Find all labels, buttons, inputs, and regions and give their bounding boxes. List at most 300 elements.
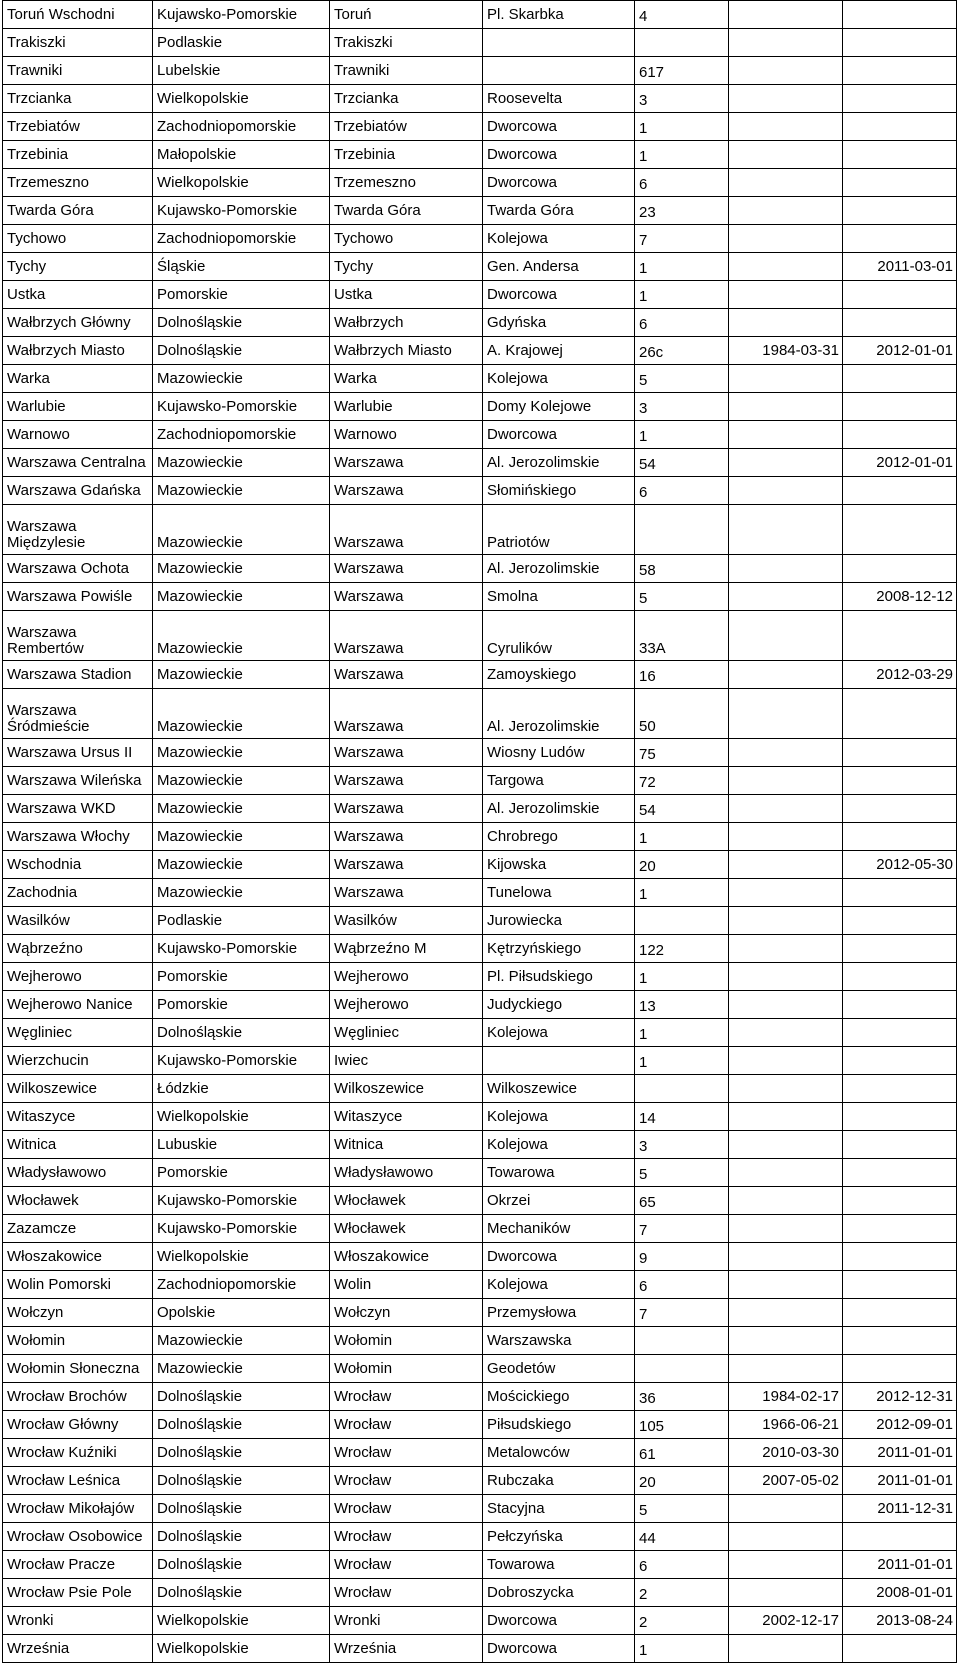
date-from-cell [729,1019,843,1047]
number-cell: 7 [635,225,729,253]
date-to-cell [843,767,957,795]
street-cell: Dworcowa [483,1243,635,1271]
city-cell: Wrocław [330,1383,483,1411]
table-row [3,29,957,57]
date-to-cell [843,1327,957,1355]
street-cell: Gen. Andersa [483,253,635,281]
date-to-cell [843,1159,957,1187]
table-row [3,1131,957,1159]
station-name-cell: Wejherowo [3,963,153,991]
table-row [3,449,957,477]
station-name-cell: Wrocław Psie Pole [3,1579,153,1607]
number-cell: 4 [635,1,729,29]
station-name-cell: Warszawa Stadion [3,661,153,689]
station-table-body [3,1,957,1663]
city-cell: Wałbrzych Miasto [330,337,483,365]
city-cell: Września [330,1635,483,1663]
station-name-cell: Trzcianka [3,85,153,113]
number-cell: 44 [635,1523,729,1551]
station-name-cell: Wierzchucin [3,1047,153,1075]
station-name-cell: Wolin Pomorski [3,1271,153,1299]
city-cell: Trawniki [330,57,483,85]
date-from-cell [729,823,843,851]
station-name-cell: Trawniki [3,57,153,85]
date-from-cell [729,1495,843,1523]
voivodeship-cell: Dolnośląskie [153,1523,330,1551]
street-cell: Rubczaka [483,1467,635,1495]
city-cell: Włocławek [330,1187,483,1215]
city-cell: Warnowo [330,421,483,449]
city-cell: Wronki [330,1607,483,1635]
date-from-cell [729,1327,843,1355]
date-to-cell [843,365,957,393]
date-from-cell [729,449,843,477]
date-to-cell: 2011-03-01 [843,253,957,281]
voivodeship-cell: Dolnośląskie [153,1467,330,1495]
date-to-cell [843,113,957,141]
voivodeship-cell: Mazowieckie [153,1327,330,1355]
table-row [3,1495,957,1523]
date-to-cell [843,823,957,851]
city-cell: Warszawa [330,689,483,739]
date-to-cell [843,1243,957,1271]
date-to-cell: 2012-01-01 [843,449,957,477]
date-to-cell [843,689,957,739]
station-name-cell: Warka [3,365,153,393]
station-name-cell: Wałbrzych Miasto [3,337,153,365]
city-cell: Wałbrzych [330,309,483,337]
street-cell: Kolejowa [483,1271,635,1299]
table-row [3,393,957,421]
date-to-cell: 2011-01-01 [843,1467,957,1495]
station-name-cell: Trzemeszno [3,169,153,197]
number-cell: 1 [635,421,729,449]
date-from-cell: 1984-03-31 [729,337,843,365]
date-to-cell: 2012-01-01 [843,337,957,365]
table-row [3,767,957,795]
station-table-sheet [2,0,957,1663]
table-row [3,879,957,907]
number-cell [635,505,729,555]
number-cell: 1 [635,823,729,851]
number-cell: 2 [635,1607,729,1635]
street-cell: Mościckiego [483,1383,635,1411]
date-from-cell [729,57,843,85]
city-cell: Wrocław [330,1467,483,1495]
city-cell: Warszawa [330,583,483,611]
number-cell: 23 [635,197,729,225]
voivodeship-cell: Kujawsko-Pomorskie [153,393,330,421]
date-from-cell [729,225,843,253]
table-row [3,1187,957,1215]
voivodeship-cell: Wielkopolskie [153,1103,330,1131]
station-name-cell: Warnowo [3,421,153,449]
date-to-cell [843,141,957,169]
city-cell: Wołczyn [330,1299,483,1327]
city-cell: Witnica [330,1131,483,1159]
date-to-cell [843,1635,957,1663]
city-cell: Warszawa [330,555,483,583]
number-cell: 105 [635,1411,729,1439]
date-to-cell [843,85,957,113]
city-cell: Warszawa [330,851,483,879]
street-cell: Kolejowa [483,1103,635,1131]
station-name-cell: Warszawa Śródmieście [3,689,153,739]
number-cell: 1 [635,963,729,991]
voivodeship-cell: Mazowieckie [153,739,330,767]
city-cell: Wejherowo [330,963,483,991]
number-cell: 16 [635,661,729,689]
voivodeship-cell: Pomorskie [153,963,330,991]
table-row [3,225,957,253]
date-to-cell [843,225,957,253]
city-cell: Warszawa [330,477,483,505]
voivodeship-cell: Podlaskie [153,907,330,935]
street-cell [483,57,635,85]
date-from-cell [729,851,843,879]
voivodeship-cell: Pomorskie [153,991,330,1019]
date-to-cell: 2012-03-29 [843,661,957,689]
station-name-cell: Zazamcze [3,1215,153,1243]
voivodeship-cell: Kujawsko-Pomorskie [153,935,330,963]
number-cell: 26c [635,337,729,365]
date-from-cell [729,767,843,795]
voivodeship-cell: Zachodniopomorskie [153,421,330,449]
street-cell: Wilkoszewice [483,1075,635,1103]
number-cell: 20 [635,1467,729,1495]
date-from-cell: 2010-03-30 [729,1439,843,1467]
station-name-cell: Wschodnia [3,851,153,879]
street-cell: Kijowska [483,851,635,879]
station-name-cell: Warszawa Ochota [3,555,153,583]
station-name-cell: Warszawa Włochy [3,823,153,851]
table-row [3,337,957,365]
station-name-cell: Wołomin Słoneczna [3,1355,153,1383]
city-cell: Tychowo [330,225,483,253]
date-from-cell [729,1159,843,1187]
number-cell: 20 [635,851,729,879]
street-cell: Okrzei [483,1187,635,1215]
station-name-cell: Wejherowo Nanice [3,991,153,1019]
number-cell: 2 [635,1579,729,1607]
table-row [3,1411,957,1439]
city-cell: Twarda Góra [330,197,483,225]
number-cell: 6 [635,1271,729,1299]
street-cell: Dworcowa [483,169,635,197]
number-cell: 6 [635,169,729,197]
date-from-cell [729,611,843,661]
date-from-cell [729,253,843,281]
city-cell: Trzemeszno [330,169,483,197]
station-name-cell: Wrocław Główny [3,1411,153,1439]
voivodeship-cell: Mazowieckie [153,477,330,505]
voivodeship-cell: Mazowieckie [153,555,330,583]
city-cell: Warszawa [330,879,483,907]
city-cell: Warszawa [330,767,483,795]
date-to-cell: 2012-09-01 [843,1411,957,1439]
street-cell: Domy Kolejowe [483,393,635,421]
number-cell: 7 [635,1299,729,1327]
street-cell: Dworcowa [483,1607,635,1635]
voivodeship-cell: Kujawsko-Pomorskie [153,1215,330,1243]
number-cell: 1 [635,281,729,309]
number-cell: 65 [635,1187,729,1215]
station-name-cell: Włoszakowice [3,1243,153,1271]
table-row [3,991,957,1019]
voivodeship-cell: Mazowieckie [153,583,330,611]
table-row [3,611,957,661]
table-row [3,907,957,935]
date-to-cell [843,309,957,337]
street-cell: Chrobrego [483,823,635,851]
voivodeship-cell: Wielkopolskie [153,1635,330,1663]
table-row [3,309,957,337]
table-row [3,1327,957,1355]
date-to-cell: 2013-08-24 [843,1607,957,1635]
date-to-cell [843,477,957,505]
voivodeship-cell: Małopolskie [153,141,330,169]
station-name-cell: Tychy [3,253,153,281]
street-cell: Patriotów [483,505,635,555]
number-cell: 13 [635,991,729,1019]
city-cell: Warszawa [330,611,483,661]
number-cell: 1 [635,1047,729,1075]
voivodeship-cell: Pomorskie [153,1159,330,1187]
date-from-cell [729,1187,843,1215]
date-from-cell [729,113,843,141]
street-cell: Twarda Góra [483,197,635,225]
voivodeship-cell: Podlaskie [153,29,330,57]
table-row [3,113,957,141]
number-cell: 33A [635,611,729,661]
date-from-cell [729,555,843,583]
voivodeship-cell: Zachodniopomorskie [153,1271,330,1299]
station-name-cell: Witaszyce [3,1103,153,1131]
number-cell: 5 [635,1159,729,1187]
date-from-cell [729,477,843,505]
date-from-cell: 1984-02-17 [729,1383,843,1411]
date-to-cell [843,421,957,449]
city-cell: Wrocław [330,1411,483,1439]
street-cell: Al. Jerozolimskie [483,689,635,739]
date-from-cell [729,393,843,421]
street-cell: Metalowców [483,1439,635,1467]
city-cell: Wrocław [330,1523,483,1551]
station-name-cell: Wrocław Leśnica [3,1467,153,1495]
date-to-cell [843,281,957,309]
date-to-cell [843,555,957,583]
voivodeship-cell: Zachodniopomorskie [153,225,330,253]
table-row [3,85,957,113]
date-from-cell [729,1299,843,1327]
date-to-cell [843,1215,957,1243]
street-cell [483,29,635,57]
station-name-cell: Wasilków [3,907,153,935]
street-cell: Geodetów [483,1355,635,1383]
station-name-cell: Zachodnia [3,879,153,907]
city-cell: Warlubie [330,393,483,421]
street-cell: Pełczyńska [483,1523,635,1551]
date-from-cell [729,29,843,57]
date-from-cell [729,1355,843,1383]
voivodeship-cell: Opolskie [153,1299,330,1327]
city-cell: Tychy [330,253,483,281]
date-from-cell [729,85,843,113]
street-cell: Jurowiecka [483,907,635,935]
city-cell: Warka [330,365,483,393]
voivodeship-cell: Dolnośląskie [153,337,330,365]
city-cell: Toruń [330,1,483,29]
number-cell: 7 [635,1215,729,1243]
voivodeship-cell: Mazowieckie [153,611,330,661]
date-from-cell [729,739,843,767]
street-cell: Stacyjna [483,1495,635,1523]
date-to-cell [843,907,957,935]
table-row [3,583,957,611]
table-row [3,795,957,823]
date-to-cell [843,1523,957,1551]
station-name-cell: Września [3,1635,153,1663]
city-cell: Trzebiatów [330,113,483,141]
voivodeship-cell: Kujawsko-Pomorskie [153,1,330,29]
number-cell: 6 [635,309,729,337]
date-from-cell [729,197,843,225]
voivodeship-cell: Mazowieckie [153,689,330,739]
city-cell: Iwiec [330,1047,483,1075]
street-cell: Targowa [483,767,635,795]
station-name-cell: Wronki [3,1607,153,1635]
table-row [3,1019,957,1047]
date-to-cell [843,169,957,197]
table-row [3,197,957,225]
street-cell: Dworcowa [483,113,635,141]
date-from-cell [729,1075,843,1103]
number-cell: 1 [635,253,729,281]
table-row [3,1243,957,1271]
voivodeship-cell: Dolnośląskie [153,1411,330,1439]
table-row [3,365,957,393]
table-row [3,1,957,29]
station-name-cell: Trzebinia [3,141,153,169]
table-row [3,935,957,963]
table-row [3,477,957,505]
city-cell: Warszawa [330,661,483,689]
street-cell: Kętrzyńskiego [483,935,635,963]
street-cell: Gdyńska [483,309,635,337]
voivodeship-cell: Mazowieckie [153,661,330,689]
date-from-cell [729,1243,843,1271]
number-cell: 14 [635,1103,729,1131]
date-to-cell [843,1019,957,1047]
street-cell: Roosevelta [483,85,635,113]
date-from-cell [729,1579,843,1607]
station-name-cell: Wrocław Mikołajów [3,1495,153,1523]
date-from-cell [729,689,843,739]
street-cell: Dworcowa [483,281,635,309]
date-from-cell [729,1215,843,1243]
table-row [3,141,957,169]
date-to-cell [843,1047,957,1075]
table-row [3,505,957,555]
street-cell: Słomińskiego [483,477,635,505]
station-name-cell: Włocławek [3,1187,153,1215]
street-cell: Kolejowa [483,365,635,393]
station-name-cell: Wołomin [3,1327,153,1355]
number-cell: 58 [635,555,729,583]
number-cell: 6 [635,1551,729,1579]
voivodeship-cell: Wielkopolskie [153,169,330,197]
table-row [3,1103,957,1131]
street-cell: Al. Jerozolimskie [483,555,635,583]
station-name-cell: Wrocław Pracze [3,1551,153,1579]
street-cell: Kolejowa [483,1019,635,1047]
station-name-cell: Ustka [3,281,153,309]
number-cell [635,1327,729,1355]
date-to-cell [843,879,957,907]
city-cell: Ustka [330,281,483,309]
number-cell: 54 [635,449,729,477]
street-cell: Dworcowa [483,141,635,169]
number-cell: 1 [635,1635,729,1663]
date-from-cell [729,1,843,29]
city-cell: Wrocław [330,1439,483,1467]
table-row [3,555,957,583]
city-cell: Wąbrzeźno M [330,935,483,963]
street-cell [483,1047,635,1075]
voivodeship-cell: Dolnośląskie [153,1579,330,1607]
street-cell: Kolejowa [483,225,635,253]
city-cell: Wasilków [330,907,483,935]
date-to-cell [843,991,957,1019]
number-cell [635,907,729,935]
station-name-cell: Trzebiatów [3,113,153,141]
date-from-cell [729,907,843,935]
street-cell: Dobroszycka [483,1579,635,1607]
date-from-cell [729,365,843,393]
station-name-cell: Twarda Góra [3,197,153,225]
table-row [3,851,957,879]
number-cell: 5 [635,583,729,611]
date-from-cell [729,583,843,611]
street-cell: Pl. Skarbka [483,1,635,29]
city-cell: Trzebinia [330,141,483,169]
street-cell: Al. Jerozolimskie [483,449,635,477]
number-cell [635,1075,729,1103]
city-cell: Wrocław [330,1495,483,1523]
table-row [3,1215,957,1243]
date-to-cell [843,1075,957,1103]
station-name-cell: Wołczyn [3,1299,153,1327]
table-row [3,1551,957,1579]
date-to-cell [843,1103,957,1131]
street-cell: Towarowa [483,1551,635,1579]
station-name-cell: Wałbrzych Główny [3,309,153,337]
number-cell: 54 [635,795,729,823]
date-to-cell [843,505,957,555]
date-from-cell [729,1523,843,1551]
number-cell [635,1355,729,1383]
table-row [3,1299,957,1327]
table-row [3,1439,957,1467]
date-from-cell [729,661,843,689]
city-cell: Włocławek [330,1215,483,1243]
number-cell: 50 [635,689,729,739]
street-cell: Piłsudskiego [483,1411,635,1439]
station-table [2,0,957,1663]
street-cell: Kolejowa [483,1131,635,1159]
street-cell: Tunelowa [483,879,635,907]
date-from-cell [729,505,843,555]
